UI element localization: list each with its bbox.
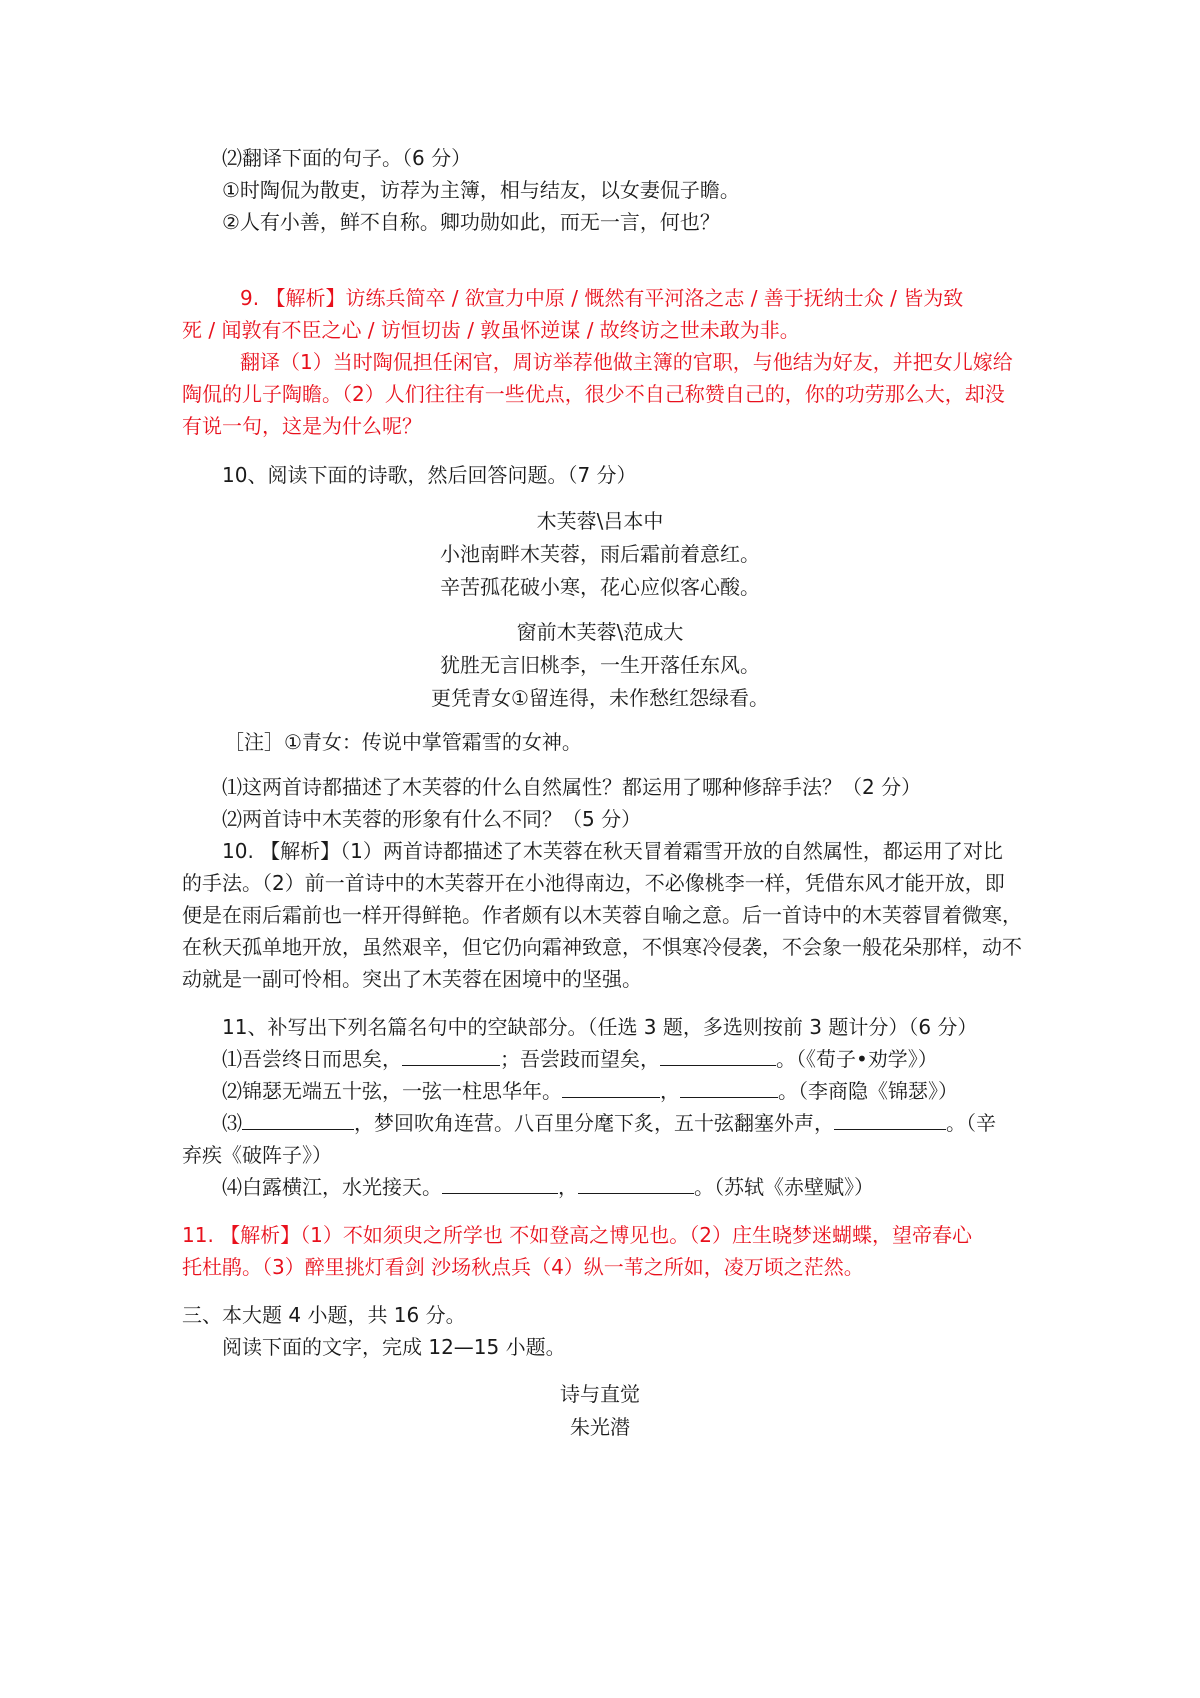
fill-blank[interactable] bbox=[834, 1111, 946, 1130]
q11-item-4-part-c: 。（苏轼《赤壁赋》） bbox=[694, 1175, 874, 1199]
poem1-line-2: 辛苦孤花破小寒，花心应似客心酸。 bbox=[440, 575, 760, 599]
a10-line-4: 在秋天孤单地开放，虽然艰辛，但它仍向霜神致意，不惧寒冷侵袭，不会象一般花朵那样，动不 bbox=[182, 935, 1022, 959]
q11-item-3 bbox=[222, 1109, 996, 1137]
q11-item-1-part-b: ；吾尝跂而望矣， bbox=[500, 1047, 660, 1071]
q10-sub2: ⑵两首诗中木芙蓉的形象有什么不同？（5 分） bbox=[222, 807, 642, 831]
a11-line-1: 11. 【解析】（1）不如须臾之所学也 不如登高之博见也。（2）庄生晓梦迷蝴蝶，望帝春心 bbox=[182, 1223, 972, 1247]
a10-line-2: 的手法。（2）前一首诗中的木芙蓉开在小池得南边，不必像桃李一样，凭借东风才能开放，即 bbox=[182, 871, 1005, 895]
q8-sentence-1: ①时陶侃为散吏，访荐为主簿，相与结友，以女妻侃子瞻。 bbox=[222, 178, 740, 202]
fill-blank[interactable] bbox=[660, 1047, 776, 1066]
q11-item-1-part-a: ⑴吾尝终日而思矣， bbox=[222, 1047, 402, 1071]
fill-blank[interactable] bbox=[442, 1175, 558, 1194]
a9-line-1: 9. 【解析】访练兵简卒 / 欲宣力中原 / 慨然有平河洛之志 / 善于抚纳士众 / 皆为致 bbox=[240, 286, 964, 310]
article-title: 诗与直觉 bbox=[560, 1382, 640, 1406]
q8-sub2: ⑵翻译下面的句子。（6 分） bbox=[222, 146, 472, 170]
section-3-heading: 三、本大题 4 小题，共 16 分。 bbox=[182, 1303, 466, 1327]
poem2-title: 窗前木芙蓉\范成大 bbox=[516, 620, 684, 644]
poem2-line-1: 犹胜无言旧桃李，一生开落任东风。 bbox=[440, 653, 760, 677]
q10-intro: 10、阅读下面的诗歌，然后回答问题。（7 分） bbox=[222, 463, 637, 487]
section-3-instruction: 阅读下面的文字，完成 12—15 小题。 bbox=[222, 1335, 566, 1359]
q10-sub1: ⑴这两首诗都描述了木芙蓉的什么自然属性？都运用了哪种修辞手法？（2 分） bbox=[222, 775, 922, 799]
a9-line-4: 陶侃的儿子陶瞻。（2）人们往往有一些优点，很少不自己称赞自己的，你的功劳那么大，却没 bbox=[182, 382, 1005, 406]
q11-item-4-part-b: ， bbox=[558, 1175, 578, 1199]
q11-item-1-part-c: 。（《荀子•劝学》） bbox=[776, 1047, 938, 1071]
a9-line-2: 死 / 闻敦有不臣之心 / 访恒切齿 / 敦虽怀逆谋 / 故终访之世未敢为非。 bbox=[182, 318, 800, 342]
fill-blank[interactable] bbox=[578, 1175, 694, 1194]
a10-line-5: 动就是一副可怜相。突出了木芙蓉在困境中的坚强。 bbox=[182, 967, 642, 991]
q8-sentence-2: ②人有小善，鲜不自称。卿功勋如此，而无一言，何也？ bbox=[222, 210, 720, 234]
q11-item-3-part-b: ，梦回吹角连营。八百里分麾下炙，五十弦翻塞外声， bbox=[354, 1111, 834, 1135]
q11-item-1 bbox=[222, 1045, 938, 1073]
fill-blank[interactable] bbox=[242, 1111, 354, 1130]
q11-item-2 bbox=[222, 1077, 958, 1105]
poem2-line-2: 更凭青女①留连得，未作愁红怨绿看。 bbox=[431, 686, 769, 710]
a10-line-1: 10. 【解析】（1）两首诗都描述了木芙蓉在秋天冒着霜雪开放的自然属性，都运用了对比 bbox=[222, 839, 1003, 863]
poem1-line-1: 小池南畔木芙蓉，雨后霜前着意红。 bbox=[440, 542, 760, 566]
a9-line-3: 翻译（1）当时陶侃担任闲官，周访举荐他做主簿的官职，与他结为好友，并把女儿嫁给 bbox=[240, 350, 1013, 374]
poem1-title: 木芙蓉\吕本中 bbox=[536, 509, 664, 533]
q11-item-2-part-b: ， bbox=[660, 1079, 680, 1103]
q11-item-3-cont: 弃疾《破阵子》） bbox=[182, 1143, 332, 1167]
q11-item-4-part-a: ⑷白露横江，水光接天。 bbox=[222, 1175, 442, 1199]
article-author: 朱光潜 bbox=[570, 1415, 630, 1439]
fill-blank[interactable] bbox=[680, 1079, 778, 1098]
fill-blank[interactable] bbox=[562, 1079, 660, 1098]
a11-line-2: 托杜鹃。（3）醉里挑灯看剑 沙场秋点兵（4）纵一苇之所如，凌万顷之茫然。 bbox=[182, 1255, 864, 1279]
q11-item-3-part-a: ⑶ bbox=[222, 1111, 242, 1135]
fill-blank[interactable] bbox=[402, 1047, 500, 1066]
q11-item-2-part-a: ⑵锦瑟无端五十弦，一弦一柱思华年。 bbox=[222, 1079, 562, 1103]
q11-intro: 11、补写出下列名篇名句中的空缺部分。（任选 3 题，多选则按前 3 题计分）（6 分） bbox=[222, 1015, 978, 1039]
q11-item-2-part-c: 。（李商隐《锦瑟》） bbox=[778, 1079, 958, 1103]
a9-line-5: 有说一句，这是为什么呢？ bbox=[182, 414, 422, 438]
q11-item-4 bbox=[222, 1173, 874, 1201]
q11-item-3-part-c: 。（辛 bbox=[946, 1111, 996, 1135]
a10-line-3: 便是在雨后霜前也一样开得鲜艳。作者颇有以木芙蓉自喻之意。后一首诗中的木芙蓉冒着微寒， bbox=[182, 903, 1022, 927]
q10-note: ［注］①青女：传说中掌管霜雪的女神。 bbox=[224, 730, 582, 754]
